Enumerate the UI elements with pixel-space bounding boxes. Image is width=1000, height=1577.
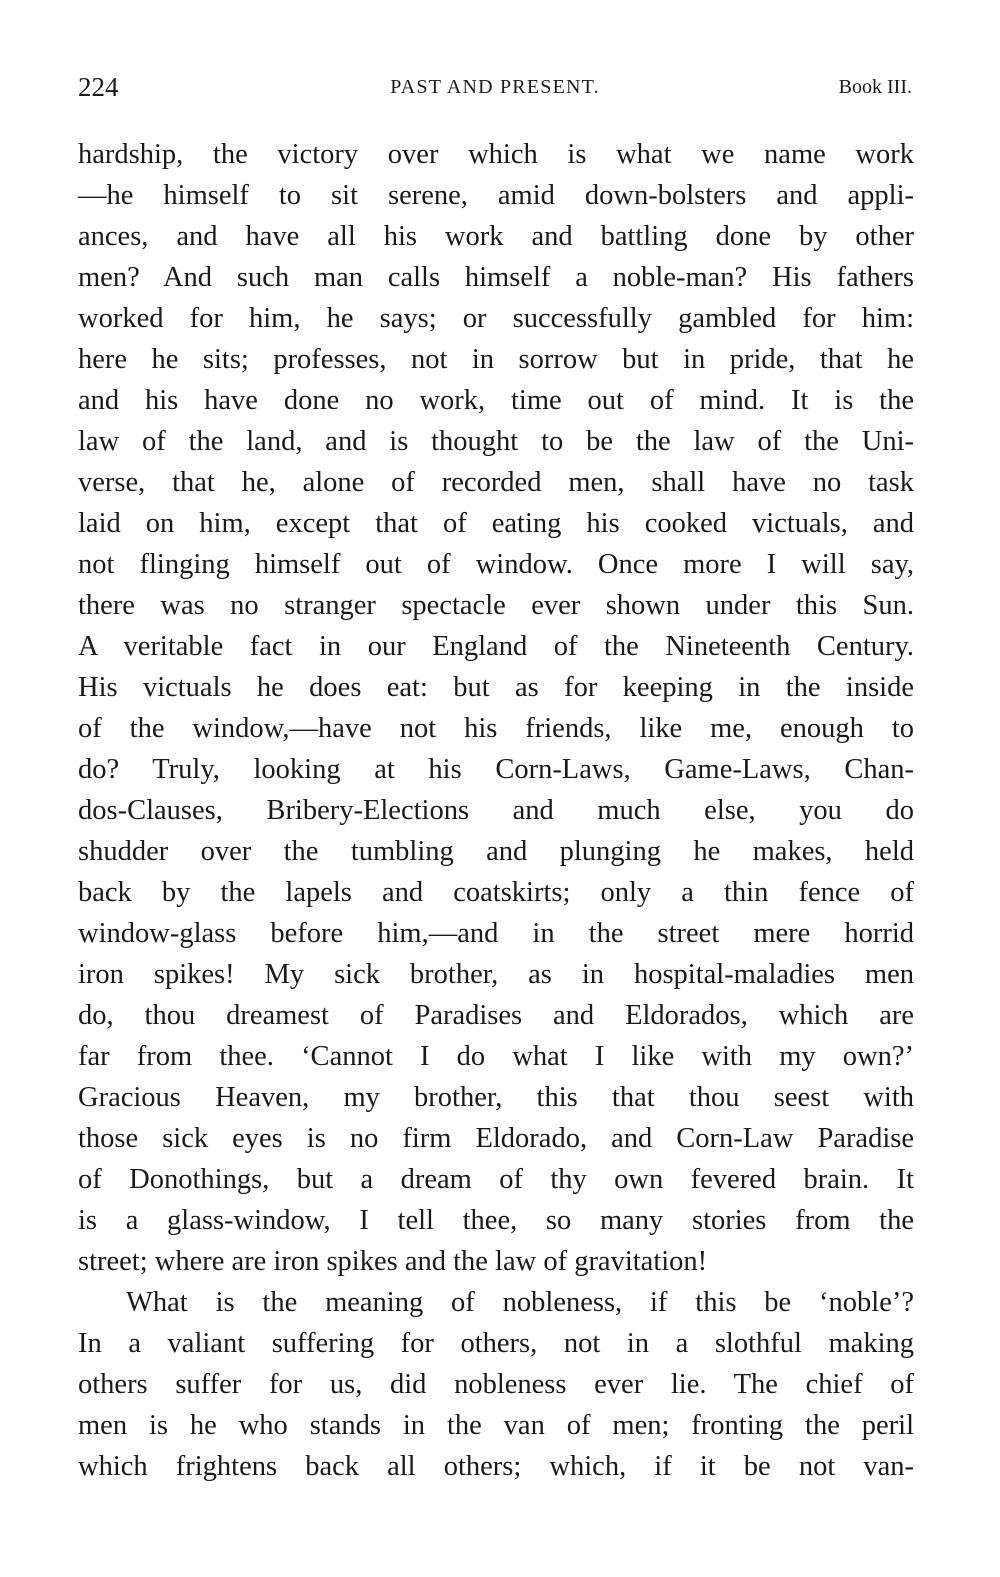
text-line: laid on him, except that of eating his cooked victuals, and: [78, 508, 914, 539]
text-line: hardship, the victory over which is what we name work: [78, 139, 914, 170]
text-line: shudder over the tumbling and plunging he makes, held: [78, 836, 914, 867]
text-line: ances, and have all his work and battling done by other: [78, 221, 914, 252]
text-line: street; where are iron spikes and the law of gravitation!: [78, 1246, 708, 1277]
text-line: back by the lapels and coatskirts; only a thin fence of: [78, 877, 914, 908]
text-line: His victuals he does eat: but as for keeping in the inside: [78, 672, 914, 703]
paragraph-1: [78, 134, 914, 1282]
running-title: PAST AND PRESENT.: [390, 76, 600, 98]
text-line: there was no stranger spectacle ever shown under this Sun.: [78, 590, 914, 621]
text-line: do, thou dreamest of Paradises and Eldorados, which are: [78, 1000, 914, 1031]
text-line: men is he who stands in the van of men; fronting the peril: [78, 1410, 914, 1441]
text-line: window-glass before him,—and in the street mere horrid: [78, 918, 914, 949]
text-line: verse, that he, alone of recorded men, shall have no task: [78, 467, 914, 498]
body-text: [78, 134, 914, 1487]
text-line: law of the land, and is thought to be the law of the Uni-: [78, 426, 914, 457]
text-line: do? Truly, looking at his Corn-Laws, Game-Laws, Chan-: [78, 754, 914, 785]
text-line: men? And such man calls himself a noble-man? His fathers: [78, 262, 914, 293]
text-line: iron spikes! My sick brother, as in hospital-maladies men: [78, 959, 914, 990]
text-line: of the window,—have not his friends, like me, enough to: [78, 713, 914, 744]
book-label: Book III.: [838, 76, 912, 98]
text-line: here he sits; professes, not in sorrow but in pride, that he: [78, 344, 914, 375]
page-number: 224: [78, 72, 119, 102]
text-line: Gracious Heaven, my brother, this that thou seest with: [78, 1082, 914, 1113]
page-header: [78, 72, 912, 108]
text-line: of Donothings, but a dream of thy own fevered brain. It: [78, 1164, 914, 1195]
text-line: dos-Clauses, Bribery-Elections and much else, you do: [78, 795, 914, 826]
text-line: In a valiant suffering for others, not in a slothful making: [78, 1328, 914, 1359]
text-line: worked for him, he says; or successfully gambled for him:: [78, 303, 914, 334]
text-line: and his have done no work, time out of mind. It is the: [78, 385, 914, 416]
text-line: those sick eyes is no firm Eldorado, and Corn-Law Paradise: [78, 1123, 914, 1154]
text-line: —he himself to sit serene, amid down-bolsters and appli-: [78, 180, 914, 211]
text-line: A veritable fact in our England of the Nineteenth Century.: [78, 631, 914, 662]
text-line: is a glass-window, I tell thee, so many stories from the: [78, 1205, 914, 1236]
text-line: not flinging himself out of window. Once more I will say,: [78, 549, 914, 580]
paragraph-2: [78, 1282, 914, 1487]
text-line: which frightens back all others; which, if it be not van-: [78, 1451, 914, 1482]
text-line: far from thee. ‘Cannot I do what I like with my own?’: [78, 1041, 914, 1072]
text-line: others suffer for us, did nobleness ever lie. The chief of: [78, 1369, 914, 1400]
text-line: What is the meaning of nobleness, if this be ‘noble’?: [126, 1287, 914, 1318]
